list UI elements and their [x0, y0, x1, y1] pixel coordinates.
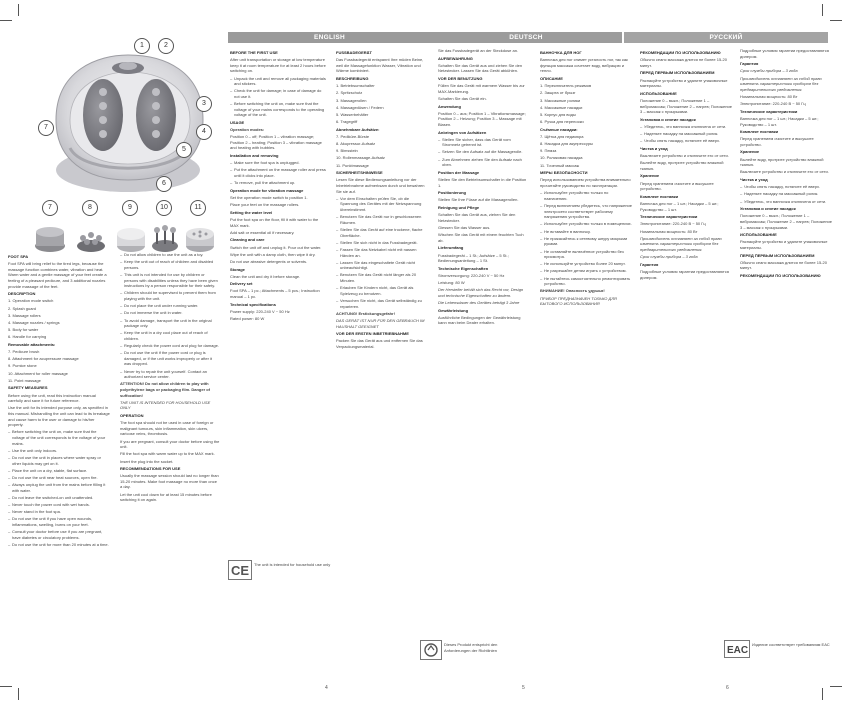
paragraph: Срок службы прибора – 3 года: [640, 254, 698, 260]
paragraph: Giessen Sie das Wasser aus.: [438, 224, 491, 230]
paragraph: ПЕРЕД ПЕРВЫМ ИСПОЛЬЗОВАНИЕМ: [740, 252, 815, 258]
paragraph: – Чтобы снять насадку, потяните её вверх.: [740, 184, 832, 190]
english-footnote: The unit is intended for household use only: [254, 562, 331, 567]
paragraph: 3. Massage rollers: [8, 312, 41, 318]
paragraph: 8. Насадка для акупрессуры: [540, 141, 593, 147]
paragraph: If you are pregnant, consult your doctor before using the unit.: [120, 438, 220, 450]
paragraph: 1. Betriebsumschalter: [336, 83, 375, 89]
paragraph: 3. Massagerollen: [336, 97, 367, 103]
paragraph: – Check the unit for damage; in case of damage do not use it.: [230, 88, 328, 99]
paragraph: – Чтобы снять насадку, потяните её вверх.: [640, 138, 732, 144]
paragraph: RECOMMENDATIONS FOR USE: [120, 466, 181, 472]
paragraph: DESCRIPTION: [8, 291, 36, 297]
paragraph: Производитель оставляет за собой право изменять характеристики приборов без предварительного уведомления.: [740, 75, 822, 92]
callout-1: 1: [134, 38, 150, 54]
russian-footnote: Изделие соответствует требованиям ЕАС: [752, 642, 830, 647]
paragraph: Schalten Sie das Gerät aus und ziehen Sie den Netzstecker. Lassen Sie das Gerät abkühlen.: [438, 62, 523, 74]
paragraph: Switch the unit off and unplug it. Pour out the water.: [230, 244, 322, 250]
paragraph: Ванночка для ног – 1 шт.; Насадки – 5 шт.; Руководство – 1 шт.: [740, 115, 819, 127]
paragraph: МЕРЫ БЕЗОПАСНОСТИ: [540, 170, 588, 176]
callout-10: 9: [122, 200, 138, 216]
paragraph: – Before switching the unit on, make sure that the voltage of the unit corresponds to the voltage of your mains.: [8, 429, 110, 446]
paragraph: 4. Massagedüsen / Federn: [336, 104, 384, 110]
paragraph: – Перед включением убедитесь, что напряжение электросети соответствует рабочему напряжению устройства.: [540, 203, 632, 220]
product-illustration: [8, 30, 220, 250]
paragraph: Технические характеристики: [740, 108, 798, 114]
paragraph: 2. Защита от брызг: [540, 90, 576, 96]
paragraph: Технические характеристики: [640, 214, 698, 220]
paragraph: ПЕРЕД ПЕРВЫМ ИСПОЛЬЗОВАНИЕМ: [640, 70, 715, 76]
paragraph: РЕКОМЕНДАЦИИ ПО ИСПОЛЬЗОВАНИЮ: [640, 50, 721, 55]
crop-mark: [822, 688, 823, 700]
paragraph: Operation modes:: [230, 127, 265, 133]
paragraph: Removable attachments:: [8, 341, 56, 347]
paragraph: Abnehmbare Aufsätze:: [336, 126, 380, 132]
english-column-1: [8, 252, 110, 549]
paragraph: 7. Pediküre-Bürste: [336, 133, 370, 139]
paragraph: The foot spa should not be used in case of foreign or malignant tumours, skin inflammation, skin ulcers, varicose veins, thrombosis.: [120, 420, 214, 437]
paragraph: Before using the unit, read this instruction manual carefully and save it for future reference.: [8, 392, 96, 404]
paragraph: – Не оставляйте включённое устройство без присмотра.: [540, 249, 632, 260]
paragraph: Fussbadegerät – 1 St.; Aufsätze – 5 St.; Bedienungsanleitung – 1 St.: [438, 252, 509, 264]
paragraph: – Не прикасайтесь к сетевому шнуру мокрыми руками.: [540, 236, 632, 247]
paragraph: – Не пытайтесь самостоятельно ремонтировать устройство.: [540, 276, 632, 287]
paragraph: Let the unit cool down for at least 15 minutes before switching it on again.: [120, 491, 212, 503]
paragraph: 6. Handle for carrying: [8, 334, 47, 340]
paragraph: Перед хранением очистите и высушите устройство.: [640, 180, 714, 192]
paragraph: Wischen Sie das Gerät mit einem feuchten Tuch ab.: [438, 232, 524, 243]
paragraph: 8. Attachment for acupressure massage: [8, 356, 79, 362]
paragraph: – Lassen Sie das eingeschaltete Gerät nicht unbeaufsichtigt.: [336, 260, 428, 271]
paragraph: – To avoid damage, transport the unit in the original package only.: [120, 318, 220, 329]
attachments-row: [28, 200, 218, 255]
paragraph: SICHERHEITSHINWEISE: [336, 170, 383, 176]
paragraph: Обычно сеанс массажа длится не более 15-20 минут.: [740, 259, 827, 271]
paragraph: After unit transportation or storage at low temperature keep it at room temperature for at least 2 hours before switching on.: [230, 57, 326, 74]
crop-mark: [18, 688, 19, 700]
paragraph: Хранение: [740, 149, 760, 155]
paragraph: Производитель оставляет за собой право изменять характеристики приборов без предварительного уведомления.: [640, 235, 722, 252]
paragraph: 9. Bimsstein: [336, 148, 358, 154]
paragraph: ВАННОЧКА ДЛЯ НОГ: [540, 50, 582, 55]
crop-mark: [0, 20, 12, 21]
deutsch-column-1: [336, 48, 428, 351]
paragraph: Номинальная мощность: 80 Вт: [640, 228, 698, 234]
paragraph: 10. Attachment for roller massage: [8, 370, 68, 376]
deutsch-column-2: [438, 48, 530, 328]
paragraph: Положение 0 – выкл.; Положение 1 – вибромассаж; Положение 2 – нагрев; Положение 3 – массаж с пузырьками.: [740, 213, 832, 230]
paragraph: BESCHREIBUNG: [336, 75, 369, 81]
paragraph: Wipe the unit with a damp cloth, then wipe it dry.: [230, 251, 316, 257]
paragraph: – Benutzen Sie das Gerät nicht länger als 20 Minuten.: [336, 272, 428, 283]
paragraph: – Put the attachment on the massage roller and press until it clicks into place.: [230, 167, 328, 178]
paragraph: – Не разрешайте детям играть с устройством.: [540, 268, 632, 274]
paragraph: Выключите устройство и отключите его от сети.: [640, 153, 729, 159]
paragraph: Anbringen von Aufsätzen: [438, 129, 487, 135]
paragraph: Gewährleistung: [438, 307, 469, 313]
paragraph: Установка и снятие насадок: [740, 206, 796, 212]
paragraph: Die Lebensdauer des Gerätes beträgt 3 Jahre: [438, 300, 520, 306]
russian-column-3: [740, 48, 832, 280]
paragraph: – Do not place the unit under running water.: [120, 303, 220, 309]
paragraph: 11. Punktmassage: [336, 162, 369, 168]
deutsch-footnote: Dieses Produkt entspricht den Anforderungen der Richtlinien: [444, 642, 498, 653]
paragraph: FOOT SPA: [8, 254, 29, 259]
paragraph: 2. Spritzschutz: [336, 90, 363, 96]
paragraph: – Do not allow children to use the unit as a toy.: [120, 252, 220, 258]
paragraph: – Do not use the unit in places where water spray or other liquids may get on it.: [8, 455, 110, 466]
paragraph: Rated power: 80 W: [230, 316, 265, 322]
paragraph: – Наденьте насадку на массажный ролик.: [740, 191, 832, 197]
ce-mark-icon: [229, 561, 251, 579]
paragraph: Подробные условия гарантии предоставляются дилером.: [740, 48, 829, 59]
callout-5: 5: [176, 142, 192, 158]
paragraph: – Versuchen Sie nicht, das Gerät selbständig zu reparieren.: [336, 298, 428, 309]
paragraph: – Stellen Sie sicher, dass das Gerät vom Stromnetz getrennt ist.: [438, 137, 530, 148]
paragraph: BEFORE THE FIRST USE: [230, 50, 278, 55]
paragraph: – Zum Abnehmen ziehen Sie den Aufsatz nach oben.: [438, 157, 530, 168]
paragraph: Clean the unit and dry it before storage.: [230, 273, 301, 279]
paragraph: Положение 0 – выкл.; Положение 1 – вибромассаж; Положение 2 – нагрев; Положение 3 – массаж с пузырьками.: [640, 97, 732, 115]
paragraph: Leistung: 80 W: [438, 280, 465, 286]
english-column-2: [120, 252, 220, 504]
paragraph: Перед хранением очистите и высушите устройство.: [740, 136, 814, 147]
eac-mark-box: [724, 640, 750, 658]
paragraph: USAGE: [230, 119, 245, 125]
paragraph: Съёмные насадки:: [540, 126, 578, 132]
paragraph: Schalten Sie das Gerät ein.: [438, 95, 487, 101]
ce-mark-box: [228, 560, 252, 580]
paragraph: Das Fussbadegerät entspannt Ihre müden Beine, weil die Massagefunktion Wasser, Vibration und Wärme kombiniert.: [336, 57, 424, 74]
paragraph: – Убедитесь, что ванночка отключена от сети.: [740, 199, 832, 205]
paragraph: Номинальная мощность: 80 Вт: [740, 93, 798, 99]
paragraph: – Stellen Sie das Gerät auf eine trockene, flache Oberfläche.: [336, 227, 428, 238]
paragraph: – Benutzen Sie das Gerät nur in geschlossenen Räumen.: [336, 214, 428, 225]
paragraph: – Do not use the unit for more than 20 minutes at a time.: [8, 542, 110, 548]
paragraph: Technical specifications: [230, 301, 276, 307]
paragraph: – Never try to repair the unit yourself. Contact an authorized service center.: [120, 369, 220, 380]
paragraph: Электропитание: 220-240 В ~ 50 Гц: [640, 221, 706, 227]
paragraph: Ванночка для ног – 1 шт.; Насадки – 5 шт.; Руководство – 1 шт.: [640, 201, 719, 212]
callout-3: 3: [196, 96, 212, 112]
paragraph: – Не используйте устройство более 20 минут.: [540, 261, 632, 267]
paragraph: 4. Массажные насадки: [540, 104, 583, 110]
paragraph: ОПИСАНИЕ: [540, 75, 563, 81]
paragraph: – Do not use the unit if the power cord or plug is damaged, or if the unit works improperly or after it was dropped.: [120, 350, 220, 367]
paragraph: – This unit is not intended for use by children or persons with disabilities unless they have been given instructions by a person responsible for their safety.: [120, 272, 220, 289]
paragraph: Срок службы прибора – 3 года: [740, 68, 798, 74]
callout-8: 7: [42, 200, 58, 216]
page-number-right: 6: [726, 685, 729, 691]
paragraph: 5. Корпус для воды: [540, 111, 576, 117]
paragraph: Выключите устройство и отключите его от сети.: [740, 169, 829, 175]
paragraph: AUFBEWAHRUNG: [438, 55, 473, 61]
paragraph: Position 0 – aus; Position 1 – Vibrationsmassage; Position 2 – Heizung; Position 3 – Massage mit Blasen.: [438, 110, 526, 127]
paragraph: Чистка и уход: [740, 177, 768, 183]
paragraph: Packen Sie das Gerät aus und entfernen Sie das Verpackungsmaterial.: [336, 338, 423, 349]
page-number-middle: 5: [522, 685, 525, 691]
paragraph: Usually the massage session should last no longer than 15-20 minutes. Make foot massage no more than once a day.: [120, 473, 219, 490]
paragraph: 1. Operation mode switch: [8, 298, 54, 304]
paragraph: – Не вставайте в ванночку.: [540, 229, 632, 235]
paragraph: Operation mode for vibration massage: [230, 187, 304, 193]
callout-12: 11: [190, 200, 206, 216]
paragraph: Комплект поставки: [640, 193, 679, 199]
paragraph: Put the foot spa on the floor, fill it with water to the MAX mark.: [230, 216, 319, 228]
paragraph: Add salt or essential oil if necessary.: [230, 229, 295, 235]
paragraph: SAFETY MEASURES: [8, 385, 48, 391]
paragraph: Schalten Sie das Gerät aus, ziehen Sie den Netzstecker.: [438, 212, 516, 223]
paragraph: – Do not use the unit near heat sources, open fire.: [8, 475, 110, 481]
paragraph: OPERATION: [120, 412, 144, 418]
paragraph: ВНИМАНИЕ! Опасность удушья!: [540, 288, 605, 294]
paragraph: Foot SPA – 1 pc.; Attachments – 5 pcs.; Instruction manual – 1 pc.: [230, 288, 320, 300]
paragraph: Lesen Sie diese Bedienungsanleitung vor der Inbetriebnahme aufmerksam durch und bewahren Sie sie auf.: [336, 177, 425, 194]
paragraph: FUSSBADEGERÄT: [336, 50, 373, 55]
paragraph: Der Hersteller behält sich das Recht vor, Design und technische Eigenschaften zu ändern.: [438, 287, 524, 298]
paragraph: Place your feet on the massage rollers.: [230, 202, 300, 208]
paragraph: 11. Точечный массаж: [540, 162, 580, 168]
paragraph: Füllen Sie das Gerät mit warmem Wasser bis zur MAX-Markierung.: [438, 83, 525, 94]
paragraph: DAS GERÄT IST NUR FÜR DEN GEBRAUCH IM HAUSHALT GEEIGNET: [336, 318, 425, 329]
paragraph: 1. Переключатель режимов: [540, 83, 592, 89]
paragraph: Stellen Sie den Betriebsumschalter in die Position 1.: [438, 177, 527, 188]
paragraph: Insert the plug into the socket.: [120, 458, 174, 464]
callout-9: 8: [82, 200, 98, 216]
paragraph: Set the operation mode switch to position 1.: [230, 195, 308, 200]
paragraph: – Place the unit on a dry, stable, flat surface.: [8, 468, 110, 474]
paragraph: Установка и снятие насадок: [640, 116, 696, 122]
paragraph: 2. Splash guard: [8, 305, 37, 311]
paragraph: Foot SPA will bring relief to the tired legs, because the massage function combines water, vibration and heat. Warm water and a gentle massage of your feet create a feeling of a pleasant pedicure, and 3 additional nozzles provide massage of the feet.: [8, 261, 107, 289]
paragraph: ATTENTION! Do not allow children to play with polyethylene bags or packaging film. Danger of suffocation!: [120, 381, 211, 398]
eac-mark-icon: [725, 641, 749, 657]
paragraph: Reinigung und Pflege: [438, 205, 480, 210]
english-banner: ENGLISH: [228, 32, 431, 43]
paragraph: – Наденьте насадку на массажный ролик.: [640, 131, 732, 137]
paragraph: 4. Massage nozzles / springs: [8, 319, 60, 325]
paragraph: – Используйте устройство только по назначению.: [540, 190, 632, 201]
paragraph: Position der Massage: [438, 169, 480, 175]
paragraph: Распакуйте устройство и удалите упаковочные материалы.: [740, 239, 828, 250]
callout-7: 7: [38, 120, 54, 136]
paragraph: VOR DER BENUTZUNG: [438, 75, 483, 81]
paragraph: Fill the foot spa with warm water up to the MAX mark.: [120, 451, 215, 457]
crop-mark: [0, 686, 12, 687]
paragraph: 10. Роликовая насадка: [540, 155, 583, 161]
paragraph: Перед использованием устройства внимательно прочитайте руководство по эксплуатации.: [540, 177, 631, 188]
crop-mark: [822, 4, 823, 16]
paragraph: – Do not immerse the unit in water.: [120, 310, 220, 316]
foot-spa-drawing: [8, 30, 220, 205]
paragraph: Гарантия: [740, 61, 759, 67]
paragraph: – Consult your doctor before use if you are pregnant, have diabetes or circulatory problems.: [8, 529, 110, 540]
paragraph: 11. Point massage: [8, 377, 41, 383]
paragraph: – Use the unit only indoors.: [8, 448, 110, 454]
paragraph: Обычно сеанс массажа длится не более 15-20 минут.: [640, 57, 727, 68]
paragraph: Sie das Fussbadegerät an der Steckdose an.: [438, 48, 519, 53]
russian-column-1: [540, 48, 632, 308]
paragraph: Technische Eigenschaften: [438, 265, 489, 271]
paragraph: Вылейте воду, протрите устройство влажной тканью.: [640, 160, 724, 171]
paragraph: – Make sure the foot spa is unplugged.: [230, 160, 328, 166]
paragraph: Positionierung: [438, 190, 466, 196]
paragraph: Гарантия: [640, 261, 659, 267]
recycle-icon: [421, 641, 441, 659]
attachment-acupressure: [74, 224, 108, 254]
attachment-brush: [33, 224, 67, 254]
paragraph: – Setzen Sie den Aufsatz auf die Massagerolle.: [438, 149, 530, 155]
paragraph: ИСПОЛЬЗОВАНИЕ: [640, 90, 677, 96]
paragraph: Do not use abrasive detergents or solvents.: [230, 258, 308, 264]
english-column-3: [230, 48, 328, 323]
paragraph: – Erlauben Sie Kindern nicht, das Gerät als Spielzeug zu benutzen.: [336, 285, 428, 296]
paragraph: – Always unplug the unit from the mains before filling it with water.: [8, 482, 110, 493]
paragraph: Вылейте воду, протрите устройство влажной тканью.: [740, 156, 824, 168]
paragraph: – Stellen Sie sich nicht in das Fussbadegerät.: [336, 240, 428, 246]
paragraph: – Do not use the unit if you have open wounds, inflammations, swelling, burns on your feet.: [8, 516, 110, 527]
paragraph: – Children should be supervised to prevent them from playing with the unit.: [120, 290, 220, 301]
page-number-left: 4: [325, 685, 328, 691]
paragraph: Ausführliche Bedingungen der Gewährleistung kann man beim Dealer erhalten.: [438, 314, 521, 326]
paragraph: Распакуйте устройство и удалите упаковочные материалы.: [640, 77, 728, 89]
recycle-mark-box: [420, 640, 442, 660]
paragraph: Use the unit for its intended purpose only, as specified in this manual. Mishandling the unit can lead to its breakage and cause harm to the user or damage to his/her property.: [8, 405, 110, 428]
paragraph: 7. Pedicure brush: [8, 349, 40, 355]
paragraph: Power supply: 220-240 V ~ 50 Hz: [230, 308, 290, 314]
paragraph: – Unpack the unit and remove all packaging materials and stickers.: [230, 76, 328, 87]
paragraph: 8. Akupressur-Aufsatz: [336, 141, 376, 147]
paragraph: – Before switching the unit on, make sure that the voltage of your mains corresponds to the operating voltage of the unit.: [230, 101, 328, 118]
paragraph: 7. Щётка для педикюра: [540, 133, 584, 139]
paragraph: – To remove, pull the attachment up.: [230, 180, 328, 186]
paragraph: ACHTUNG! Erstickungsgefahr!: [336, 310, 395, 316]
paragraph: Storage: [230, 266, 245, 272]
paragraph: 6. Tragegriff: [336, 119, 358, 125]
paragraph: Position 0 – off; Position 1 – vibration massage; Position 2 – heating; Position 3 – vibration massage and heating with bubbles.: [230, 134, 322, 151]
paragraph: – Regularly check the power cord and plug for damage.: [120, 343, 220, 349]
svg-text:EAC: EAC: [727, 645, 749, 656]
paragraph: Чистка и уход: [640, 145, 668, 151]
paragraph: 10. Rollenmassage-Aufsatz: [336, 155, 385, 161]
paragraph: Installation and removing: [230, 153, 279, 159]
paragraph: – Never stand in the foot spa.: [8, 509, 110, 515]
paragraph: 9. Пемза: [540, 148, 557, 154]
crop-mark: [830, 20, 842, 21]
callout-4: 4: [196, 124, 212, 140]
paragraph: 3. Массажные ролики: [540, 97, 581, 103]
paragraph: – Используйте устройство только в помещениях.: [540, 221, 632, 227]
attachment-point: [183, 224, 217, 254]
paragraph: – Keep the unit out of reach of children and disabled persons.: [120, 259, 220, 270]
paragraph: Stromversorgung: 220-240 V ~ 50 Hz: [438, 272, 505, 278]
paragraph: РЕКОМЕНДАЦИИ ПО ИСПОЛЬЗОВАНИЮ: [740, 272, 821, 278]
russian-column-2: [640, 48, 732, 282]
paragraph: Комплект поставки: [740, 129, 779, 135]
paragraph: Delivery set: [230, 281, 253, 287]
callout-11: 10: [156, 200, 172, 216]
paragraph: Stellen Sie Ihre Füsse auf die Massagerollen.: [438, 197, 519, 203]
crop-mark: [18, 4, 19, 16]
paragraph: Подробные условия гарантии предоставляются дилером.: [640, 268, 729, 280]
russian-banner: РУССКИЙ: [624, 32, 828, 43]
paragraph: 6. Ручка для переноски: [540, 119, 584, 125]
paragraph: VOR DER ERSTEN INBETRIEBNAHME: [336, 331, 409, 337]
paragraph: – Убедитесь, что ванночка отключена от сети.: [640, 124, 732, 130]
paragraph: – Do not leave the switched-on unit unattended.: [8, 495, 110, 501]
attachment-pumice: [114, 224, 148, 254]
attachment-roller: [148, 224, 182, 254]
paragraph: – Vor dem Einschalten prüfen Sie, ob die Spannung des Gerätes mit der Netzspannung übereinstimmt.: [336, 196, 428, 213]
paragraph: 5. Wasserbehälter: [336, 111, 369, 117]
deutsch-banner: DEUTSCH: [430, 32, 622, 43]
crop-mark: [830, 686, 842, 687]
paragraph: – Never touch the power cord with wet hands.: [8, 502, 110, 508]
paragraph: Lieferumfang: [438, 245, 464, 251]
paragraph: ПРИБОР ПРЕДНАЗНАЧЕН ТОЛЬКО ДЛЯ БЫТОВОГО ИСПОЛЬЗОВАНИЯ: [540, 295, 617, 307]
paragraph: Электропитание: 220-240 В ~ 50 Гц: [740, 101, 806, 107]
paragraph: THE UNIT IS INTENDED FOR HOUSEHOLD USE ONLY: [120, 399, 211, 411]
paragraph: Setting the water level: [230, 209, 273, 215]
paragraph: 9. Pumice stone: [8, 363, 37, 369]
paragraph: 5. Body for water: [8, 327, 39, 333]
paragraph: Хранение: [640, 173, 660, 179]
paragraph: – Fassen Sie das Netzkabel nicht mit nassen Händen an.: [336, 247, 428, 258]
callout-6: 6: [156, 176, 172, 192]
paragraph: – Keep the unit in a dry cool place out of reach of children.: [120, 330, 220, 341]
paragraph: Anwendung: [438, 103, 461, 109]
callout-2: 2: [158, 38, 174, 54]
paragraph: Cleaning and care: [230, 237, 265, 243]
svg-text:CE: CE: [231, 563, 250, 578]
paragraph: Ванночка для ног снимет усталость ног, так как функция массажа сочетает воду, вибрацию и тепло.: [540, 57, 628, 74]
paragraph: ИСПОЛЬЗОВАНИЕ: [740, 232, 777, 238]
